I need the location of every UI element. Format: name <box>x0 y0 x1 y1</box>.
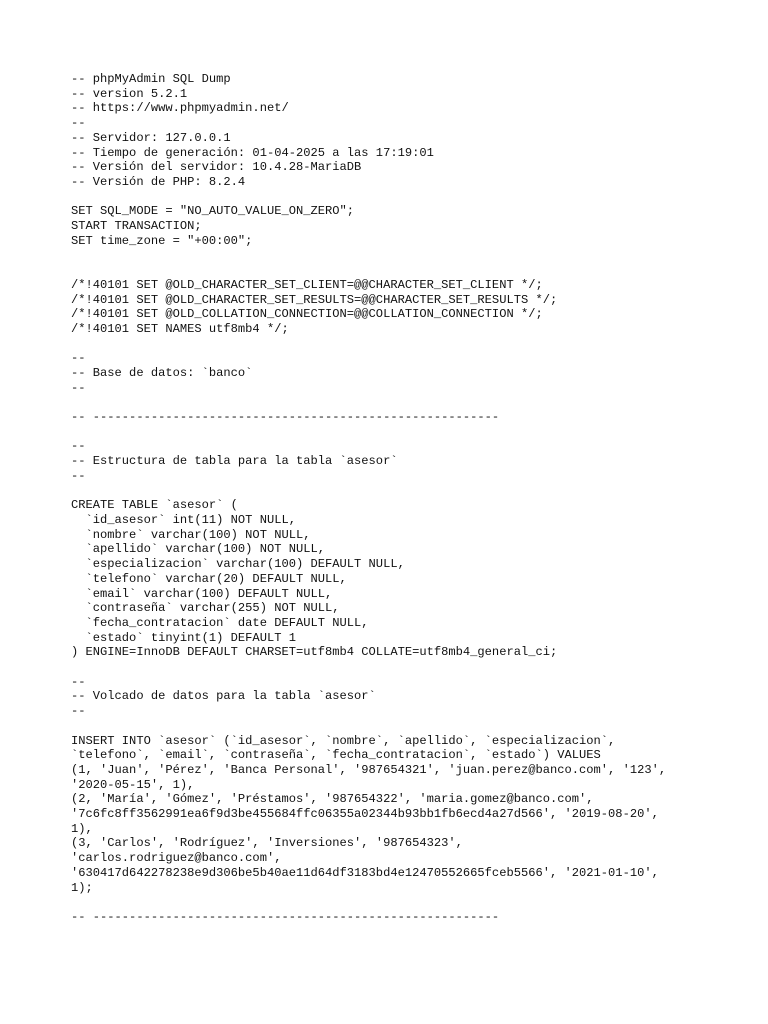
code-line: -- <box>71 704 86 719</box>
code-line: /*!40101 SET @OLD_COLLATION_CONNECTION=@@COLLATION_CONNECTION */; <box>71 307 543 322</box>
code-line: INSERT INTO `asesor` (`id_asesor`, `nombre`, `apellido`, `especializacion`, <box>71 733 616 748</box>
code-line: -- Versión de PHP: 8.2.4 <box>71 174 246 189</box>
code-line: `contraseña` varchar(255) NOT NULL, <box>71 601 340 616</box>
code-line: `apellido` varchar(100) NOT NULL, <box>71 542 326 557</box>
code-line: -- <box>71 439 86 454</box>
code-line: `telefono` varchar(20) DEFAULT NULL, <box>71 571 347 586</box>
code-line: -- Estructura de tabla para la tabla `asesor` <box>71 454 398 469</box>
code-line: 1); <box>71 880 93 895</box>
code-line: -- Versión del servidor: 10.4.28-MariaDB <box>71 160 362 175</box>
code-line: -- -------------------------------------------------------- <box>71 909 500 924</box>
code-line <box>71 660 666 675</box>
code-line: `telefono`, `email`, `contraseña`, `fecha_contratacion`, `estado`) VALUES <box>71 748 601 763</box>
code-line <box>71 190 666 205</box>
code-line: (2, 'María', 'Gómez', 'Préstamos', '987654322', 'maria.gomez@banco.com', <box>71 792 594 807</box>
code-line: `id_asesor` int(11) NOT NULL, <box>71 512 296 527</box>
code-line: SET SQL_MODE = "NO_AUTO_VALUE_ON_ZERO"; <box>71 204 355 219</box>
code-line: -- <box>71 351 86 366</box>
code-line: ) ENGINE=InnoDB DEFAULT CHARSET=utf8mb4 COLLATE=utf8mb4_general_ci; <box>71 645 558 660</box>
code-line <box>71 895 666 910</box>
code-line <box>71 395 666 410</box>
code-line <box>71 248 666 263</box>
sql-dump-text <box>71 72 666 925</box>
code-line: (3, 'Carlos', 'Rodríguez', 'Inversiones', '987654323', <box>71 836 463 851</box>
code-line: `fecha_contratacion` date DEFAULT NULL, <box>71 615 369 630</box>
code-line: -- <box>71 468 86 483</box>
code-line <box>71 425 666 440</box>
code-line: /*!40101 SET @OLD_CHARACTER_SET_RESULTS=@@CHARACTER_SET_RESULTS */; <box>71 292 558 307</box>
code-line: `especializacion` varchar(100) DEFAULT NULL, <box>71 557 405 572</box>
code-line: '7c6fc8ff3562991ea6f9d3be455684ffc06355a02344b93bb1fb6ecd4a27d566', '2019-08-20', <box>71 807 659 822</box>
code-line: -- Base de datos: `banco` <box>71 366 253 380</box>
code-line: `email` varchar(100) DEFAULT NULL, <box>71 586 333 601</box>
code-line: -- Tiempo de generación: 01-04-2025 a las 17:19:01 <box>71 145 434 160</box>
code-line: '630417d642278238e9d306be5b40ae11d64df3183bd4e12470552665fceb5566', '2021-01-10', <box>71 865 659 880</box>
code-line: -- <box>71 674 86 689</box>
code-line: SET time_zone = "+00:00"; <box>71 233 253 248</box>
code-line: -- Servidor: 127.0.0.1 <box>71 130 231 145</box>
code-line <box>71 484 666 499</box>
code-line: 1), <box>71 821 93 836</box>
code-line: -- phpMyAdmin SQL Dump <box>71 72 231 86</box>
code-line <box>71 337 666 352</box>
code-line: /*!40101 SET @OLD_CHARACTER_SET_CLIENT=@@CHARACTER_SET_CLIENT */; <box>71 277 543 292</box>
code-line: -- https://www.phpmyadmin.net/ <box>71 101 289 116</box>
code-line: CREATE TABLE `asesor` ( <box>71 498 238 513</box>
code-line: `estado` tinyint(1) DEFAULT 1 <box>71 630 296 645</box>
code-line: '2020-05-15', 1), <box>71 777 195 792</box>
code-line: /*!40101 SET NAMES utf8mb4 */; <box>71 321 289 336</box>
code-line: `nombre` varchar(100) NOT NULL, <box>71 527 311 542</box>
code-line: -- <box>71 380 86 395</box>
code-line: (1, 'Juan', 'Pérez', 'Banca Personal', '987654321', 'juan.perez@banco.com', '123', <box>71 762 667 777</box>
code-line: -- -------------------------------------------------------- <box>71 410 500 425</box>
code-line <box>71 719 666 734</box>
code-line: 'carlos.rodriguez@banco.com', <box>71 851 282 866</box>
code-line <box>71 263 666 278</box>
code-line: START TRANSACTION; <box>71 219 202 234</box>
code-line: -- version 5.2.1 <box>71 86 188 101</box>
code-line: -- <box>71 116 86 131</box>
code-line: -- Volcado de datos para la tabla `asesor` <box>71 689 376 704</box>
